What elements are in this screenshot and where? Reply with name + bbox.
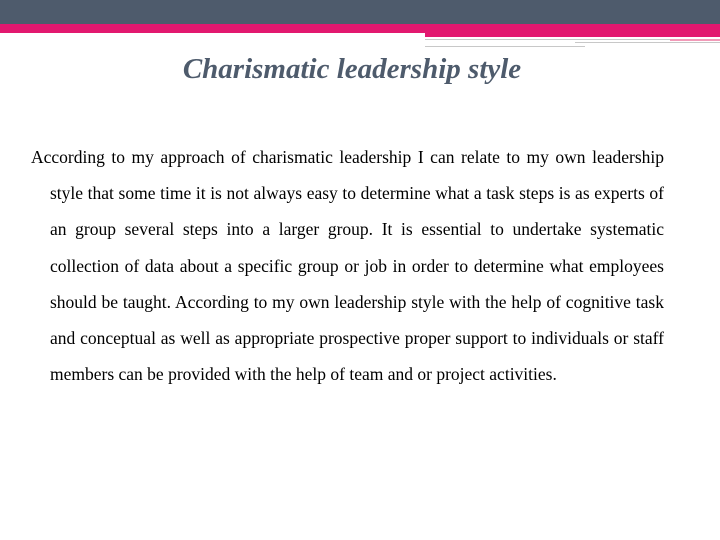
header-band-dark	[0, 0, 720, 24]
header-divider	[0, 33, 425, 37]
header-band-pink	[0, 24, 720, 33]
header-decorative-lines	[425, 37, 720, 50]
slide-body-text: According to my approach of charismatic leadership I can relate to my own leadership style that some time it is not always easy to determine what a task steps is as experts of an group several steps into a larger group. It is essential to undertake systematic collection of data about a specific group or job in order to determine what employees should be taught. According to my own leadership style with the help of cognitive task and conceptual as well as appropriate prospective proper support to individuals or staff members can be provided with the help of team and or project activities.	[31, 147, 664, 385]
slide-title: Charismatic leadership style	[182, 53, 522, 85]
